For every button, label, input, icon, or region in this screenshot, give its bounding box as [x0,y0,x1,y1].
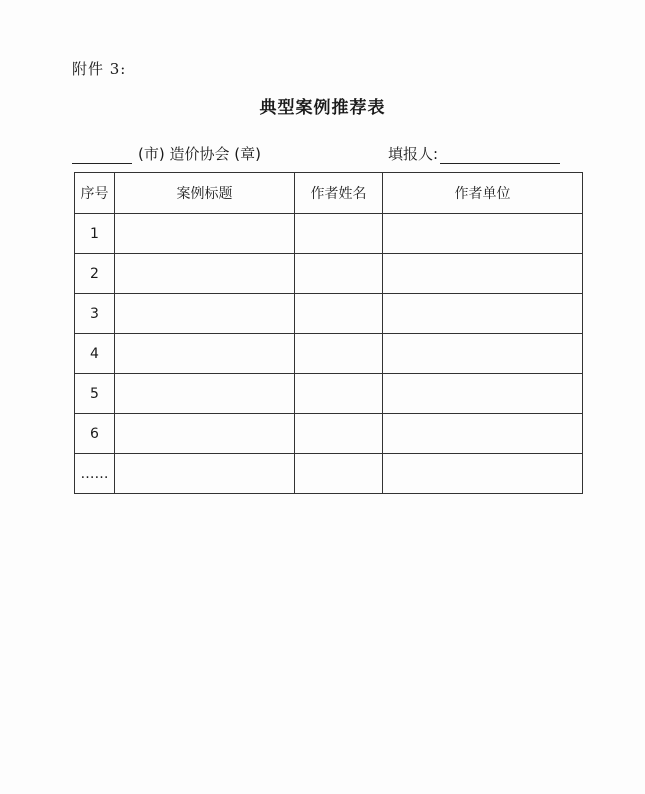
table-row [75,454,583,494]
seq-cell: 1 [75,214,115,254]
author-name-cell[interactable] [295,254,383,294]
table-row [75,214,583,254]
table-header-row [75,173,583,214]
header-case-title: 案例标题 [115,173,295,214]
seq-cell: 3 [75,294,115,334]
case-title-cell[interactable] [115,254,295,294]
author-name-cell[interactable] [295,374,383,414]
org-line [72,143,261,164]
case-title-cell[interactable] [115,454,295,494]
seq-cell: …… [75,454,115,494]
table-row [75,254,583,294]
author-unit-cell[interactable] [383,214,583,254]
reporter-blank[interactable] [440,147,560,164]
page-title: 典型案例推荐表 [259,98,386,118]
case-title-cell[interactable] [115,294,295,334]
table-row [75,334,583,374]
reporter-label: 填报人: [388,145,439,163]
author-unit-cell[interactable] [383,294,583,334]
author-unit-cell[interactable] [383,374,583,414]
header-author-name: 作者姓名 [295,173,383,214]
attachment-label: 附件 3: [72,60,127,78]
author-unit-cell[interactable] [383,454,583,494]
author-unit-cell[interactable] [383,254,583,294]
header-seq: 序号 [75,173,115,214]
case-title-cell[interactable] [115,374,295,414]
author-name-cell[interactable] [295,334,383,374]
org-line-text: (市) 造价协会 (章) [138,145,261,163]
recommendation-table [74,172,583,494]
table-row [75,294,583,334]
seq-cell: 6 [75,414,115,454]
table-row [75,374,583,414]
author-name-cell[interactable] [295,414,383,454]
org-name-blank[interactable] [72,147,132,164]
author-name-cell[interactable] [295,214,383,254]
author-name-cell[interactable] [295,294,383,334]
case-title-cell[interactable] [115,414,295,454]
reporter-line [388,143,560,164]
header-author-unit: 作者单位 [383,173,583,214]
table-row [75,414,583,454]
seq-cell: 5 [75,374,115,414]
seq-cell: 4 [75,334,115,374]
case-title-cell[interactable] [115,214,295,254]
author-unit-cell[interactable] [383,414,583,454]
case-title-cell[interactable] [115,334,295,374]
author-name-cell[interactable] [295,454,383,494]
seq-cell: 2 [75,254,115,294]
author-unit-cell[interactable] [383,334,583,374]
